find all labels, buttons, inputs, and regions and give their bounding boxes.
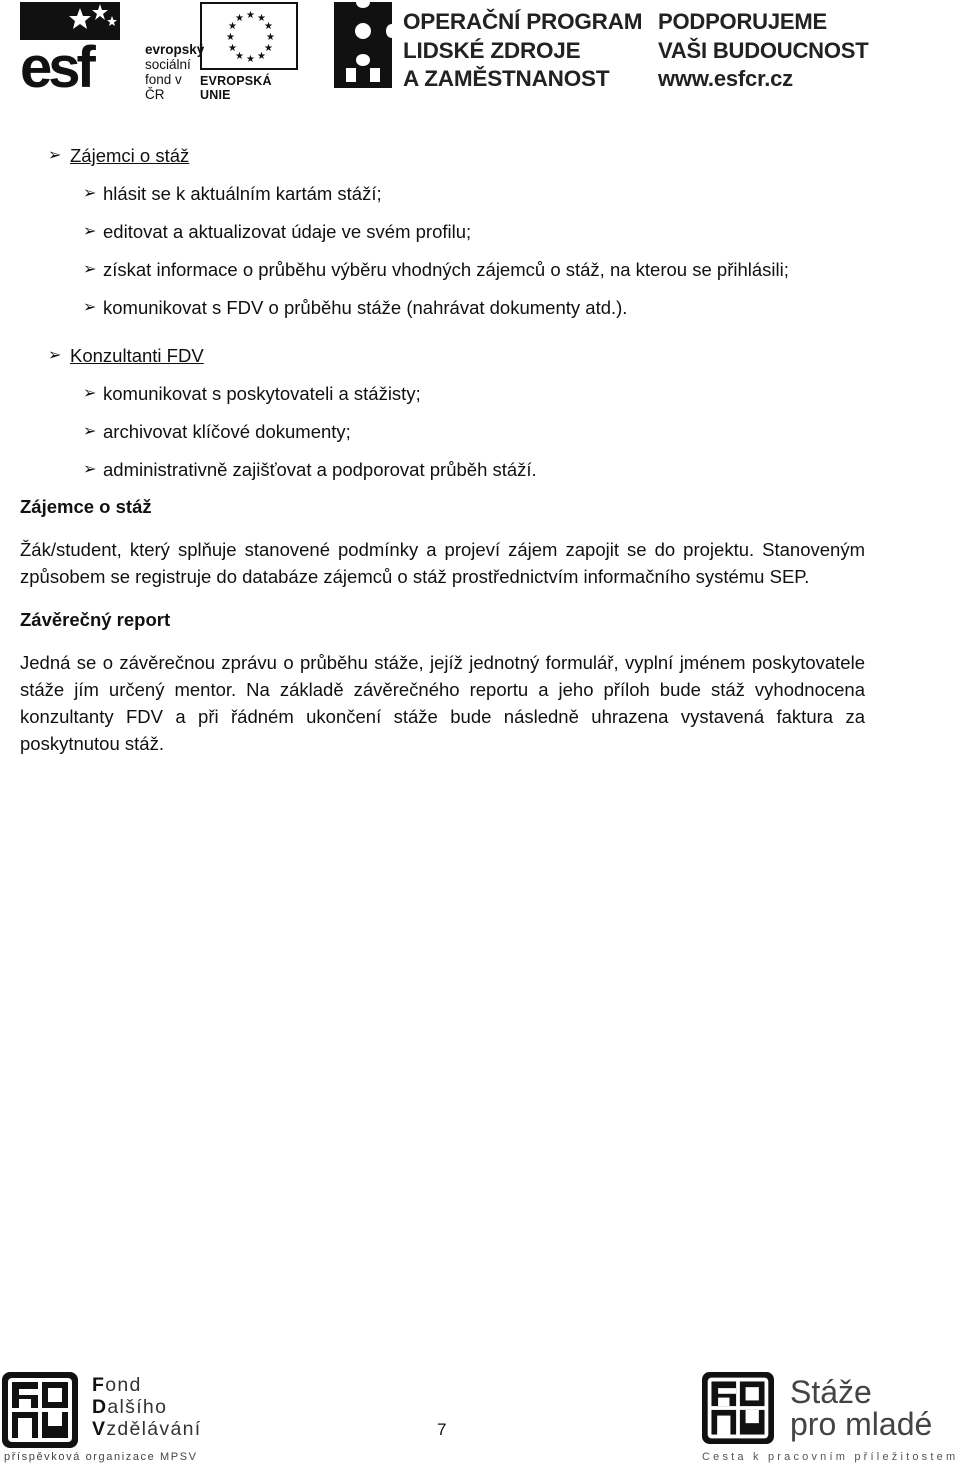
- section-paragraph-zajemce: Žák/student, který splňuje stanovené podmínky a projeví zájem zapojit se do projektu. Stanoveným způsobem se registruje do databáze zájemců o stáž prostřednictvím informačního systému SEP.: [20, 539, 865, 588]
- list-item-text: komunikovat s FDV o průběhu stáže (nahrávat dokumenty atd.).: [103, 297, 628, 318]
- svg-text:★: ★: [235, 51, 244, 62]
- arrow-bullet-icon: ➢: [83, 423, 97, 440]
- esf-line2: sociální: [145, 57, 191, 72]
- svg-text:★: ★: [266, 32, 275, 43]
- list-item-text: archivovat klíčové dokumenty;: [103, 421, 351, 442]
- header-logos: [0, 0, 960, 100]
- arrow-bullet-icon: ➢: [83, 461, 97, 478]
- list-item: [20, 378, 865, 416]
- section-paragraph-report: Jedná se o závěrečnou zprávu o průběhu stáže, jejíž jednotný formulář, vyplní jménem poskytovatele stáže jím určený mentor. Na základě závěrečného reportu a jeho příloh bude stáž vyhodnocena konzultanty FDV a při řádném ukončení stáže bude následně uhrazena vystavená faktura za poskytnutou stáž.: [20, 651, 865, 755]
- list-item-text: získat informace o průběhu výběru vhodných zájemců o stáž, na kterou se přihlásili;: [103, 259, 789, 280]
- esf-wordmark: [145, 42, 204, 102]
- group-konzultanti-title: [20, 340, 865, 378]
- op-line1: OPERAČNÍ PROGRAM: [403, 9, 643, 34]
- op-line2: LIDSKÉ ZDROJE: [403, 37, 581, 63]
- list-item-text: editovat a aktualizovat údaje ve svém profilu;: [103, 221, 472, 242]
- list-item: [20, 216, 865, 254]
- eu-logo: [200, 2, 300, 102]
- eu-caption: EVROPSKÁ UNIE: [200, 74, 272, 102]
- svg-text:★: ★: [228, 43, 237, 54]
- list-item-text: administrativně zajišťovat a podporovat průběh stáží.: [103, 459, 537, 480]
- list-item: [20, 454, 865, 492]
- list-item: [20, 292, 865, 330]
- svg-text:★: ★: [246, 10, 255, 21]
- group-title: Zájemci o stáž: [70, 145, 190, 166]
- arrow-bullet-icon: ➢: [83, 385, 97, 402]
- staze-pro-mlade-logo: [702, 1372, 960, 1464]
- document-body: [20, 140, 865, 758]
- op-puzzle-icon: [334, 2, 394, 90]
- group-zajemci-title: [20, 140, 865, 178]
- esf-mark-icon: [20, 2, 125, 90]
- podporujeme-wordmark: [658, 8, 869, 94]
- arrow-bullet-icon: ➢: [83, 299, 97, 316]
- svg-text:★: ★: [235, 13, 244, 24]
- arrow-bullet-icon: ➢: [83, 185, 97, 202]
- arrow-bullet-icon: ➢: [83, 261, 97, 278]
- group-title: Konzultanti FDV: [70, 345, 204, 366]
- svg-text:★: ★: [257, 13, 266, 24]
- spm-mark-icon: [702, 1372, 774, 1444]
- svg-text:★: ★: [226, 32, 235, 43]
- svg-text:★: ★: [264, 21, 273, 32]
- list-item: [20, 178, 865, 216]
- svg-text:★: ★: [257, 51, 266, 62]
- arrow-bullet-icon: ➢: [48, 347, 62, 364]
- svg-text:★: ★: [228, 21, 237, 32]
- list-item-text: hlásit se k aktuálním kartám stáží;: [103, 183, 382, 204]
- list-item-text: komunikovat s poskytovateli a stážisty;: [103, 383, 421, 404]
- spm-wordmark: Stáže pro mladé: [790, 1374, 933, 1442]
- esf-line3: fond v ČR: [145, 72, 182, 102]
- svg-text:★: ★: [264, 43, 273, 54]
- list-item: [20, 416, 865, 454]
- podp-line1: PODPORUJEME: [658, 9, 827, 34]
- esf-line1: evropský: [145, 42, 205, 57]
- arrow-bullet-icon: ➢: [48, 147, 62, 164]
- op-wordmark: [403, 8, 642, 94]
- esf-logo: [20, 2, 205, 102]
- svg-text:esf: esf: [20, 35, 92, 90]
- list-item: [20, 254, 865, 292]
- section-heading-report: Závěrečný report: [20, 608, 171, 630]
- arrow-bullet-icon: ➢: [83, 223, 97, 240]
- fdv-mark-icon: [2, 1372, 78, 1448]
- page-number: 7: [437, 1420, 447, 1439]
- spm-subtitle: Cesta k pracovním příležitostem: [702, 1451, 959, 1463]
- section-heading-zajemce: Zájemce o stáž: [20, 496, 152, 517]
- fdv-subtitle: příspěvková organizace MPSV: [4, 1451, 198, 1463]
- podp-line3: www.esfcr.cz: [658, 66, 793, 91]
- eu-flag-icon: [200, 2, 298, 70]
- fdv-logo: [2, 1372, 222, 1464]
- podp-line2: VAŠI BUDOUCNOST: [658, 37, 869, 63]
- op-line3: A ZAMĚSTNANOST: [403, 66, 610, 91]
- svg-text:★: ★: [246, 54, 255, 65]
- fdv-wordmark: Fond Dalšího Vzdělávání: [92, 1374, 202, 1440]
